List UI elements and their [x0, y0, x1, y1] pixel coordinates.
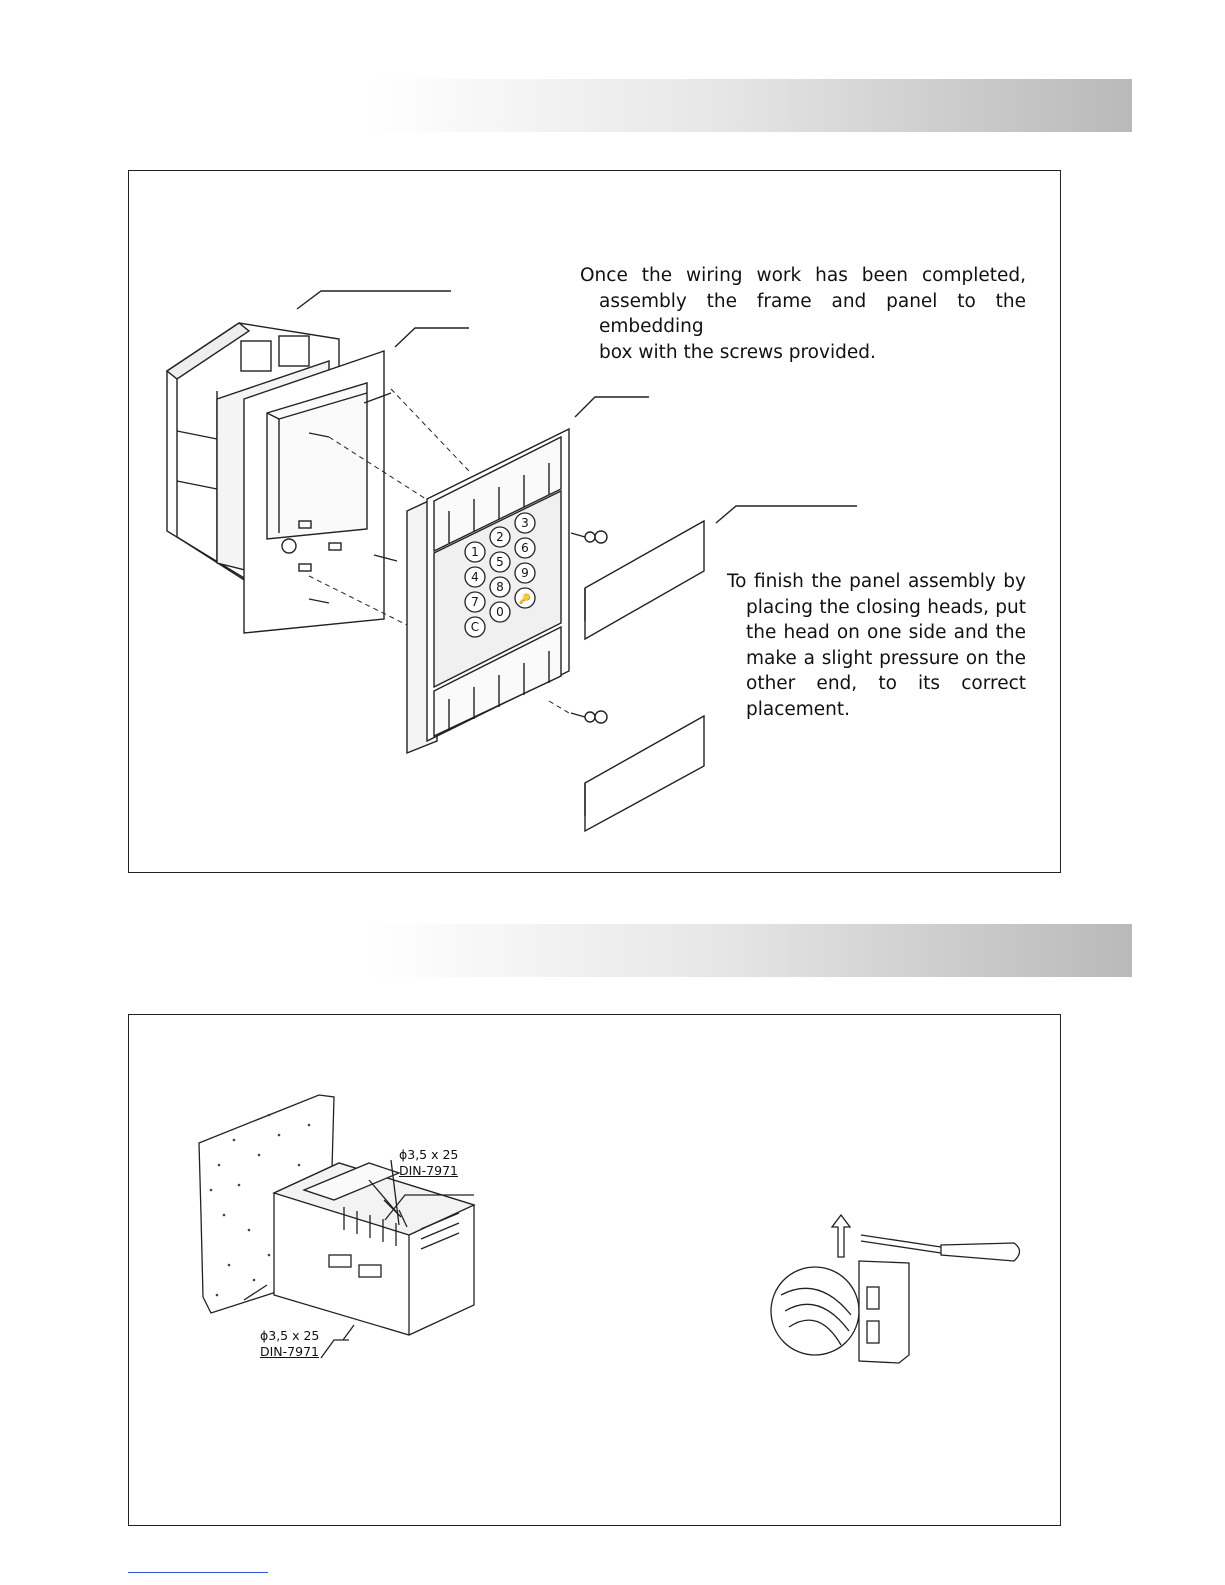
key-7: 7: [471, 595, 479, 609]
key-8: 8: [496, 580, 504, 594]
key-5: 5: [496, 555, 504, 569]
key-lock: 🔑: [518, 594, 532, 605]
power-supply-box: [128, 1014, 1061, 1526]
instruction-heads-line-4: make a slight pressure on the: [746, 647, 1026, 669]
screw-spec-bottom: [260, 1328, 319, 1360]
section-header-bar-2: [365, 924, 1132, 977]
instruction-wiring-line-2: assembly the frame and panel to the embedding: [599, 290, 1026, 337]
instruction-wiring: [580, 263, 1026, 365]
instruction-heads-line-2: placing the closing heads, put: [746, 596, 1026, 618]
key-1: 1: [471, 545, 479, 559]
footer-link-line: [128, 1572, 268, 1573]
screw-spec-bottom-size: ϕ3,5 x 25: [260, 1328, 320, 1343]
key-4: 4: [471, 570, 479, 584]
key-2: 2: [496, 530, 504, 544]
key-6: 6: [521, 541, 529, 555]
key-9: 9: [521, 566, 529, 580]
key-3: 3: [521, 516, 529, 530]
instruction-heads-line-3: the head on one side and the: [746, 622, 1026, 643]
instruction-heads-line-1: To finish the panel assembly by: [727, 571, 1026, 592]
instruction-wiring-line-3: box with the screws provided.: [599, 341, 876, 363]
instruction-heads-line-6: placement.: [746, 698, 851, 720]
screw-spec-top-standard: DIN-7971: [399, 1163, 458, 1178]
key-c: C: [470, 620, 480, 634]
screw-spec-top: [399, 1147, 458, 1179]
screw-spec-top-size: ϕ3,5 x 25: [399, 1147, 459, 1162]
instruction-heads-line-5: other end, to its correct: [746, 673, 1026, 694]
section-header-bar-1: [365, 79, 1132, 132]
screw-spec-bottom-standard: DIN-7971: [260, 1344, 319, 1359]
instruction-wiring-line-1: Once the wiring work has been completed,: [580, 265, 1026, 286]
key-0: 0: [496, 605, 504, 619]
power-supply-diagram: [129, 1015, 1062, 1527]
panel-assembly-box: [128, 170, 1061, 873]
instruction-closing-heads: [727, 569, 1026, 722]
